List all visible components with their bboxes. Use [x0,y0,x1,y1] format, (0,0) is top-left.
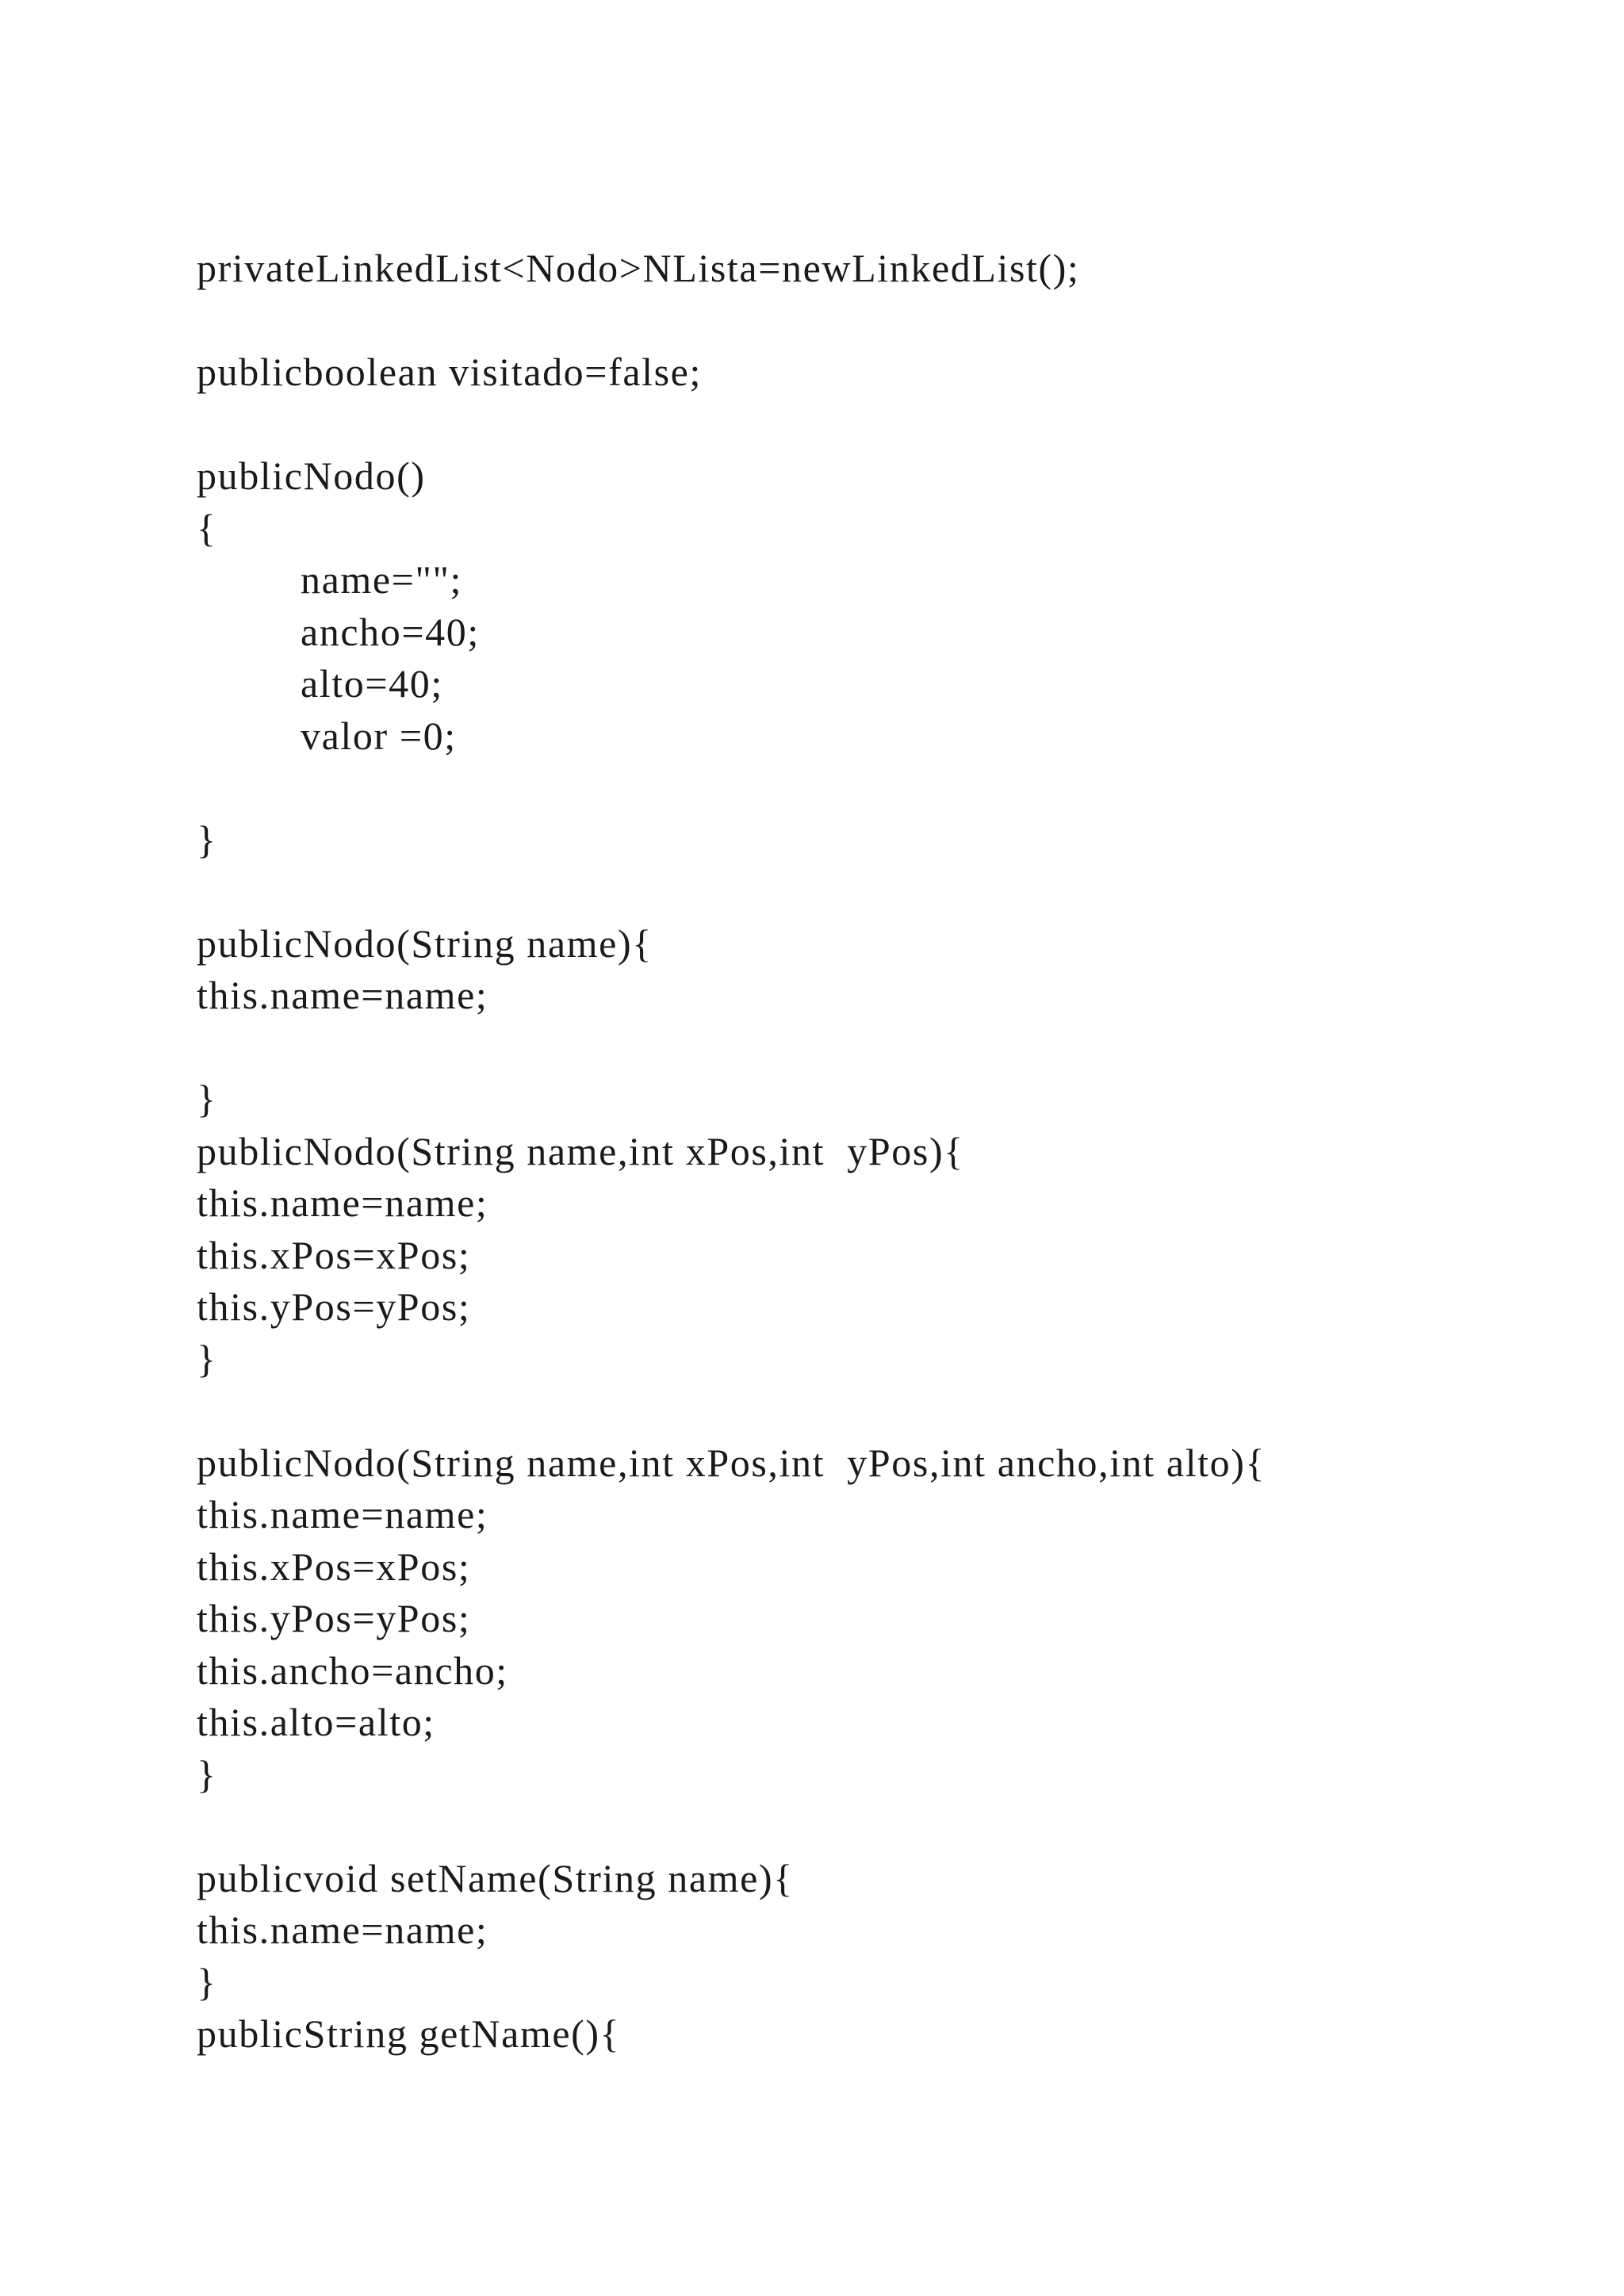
code-line: this.ancho=ancho; [197,1647,508,1693]
code-line: this.xPos=xPos; [197,1544,471,1589]
blank-line [197,1022,1266,1074]
code-line: publicvoid setName(String name){ [197,1855,794,1900]
blank-line [197,866,1266,918]
blank-line [197,762,1266,814]
code-line: } [197,1336,217,1381]
code-line: publicString getName(){ [197,2011,621,2056]
code-line: this.name=name; [197,1181,488,1225]
code-line: valor =0; [301,713,457,758]
code-line: publicNodo(String name,int xPos,int yPos){ [197,1128,964,1173]
code-line: ancho=40; [301,609,480,654]
code-line: name=""; [301,557,462,602]
code-line: { [197,505,217,550]
code-line: publicNodo(String name,int xPos,int yPos,int ancho,int alto){ [197,1440,1266,1485]
blank-line [197,295,1266,347]
code-line: this.yPos=yPos; [197,1284,471,1329]
code-line: alto=40; [301,661,443,706]
code-line: this.yPos=yPos; [197,1596,471,1640]
code-line: publicNodo(String name){ [197,920,653,966]
code-line: publicboolean visitado=false; [197,350,702,394]
code-listing [197,243,1266,2061]
code-line: } [197,1751,217,1797]
code-line: this.alto=alto; [197,1700,435,1744]
blank-line [197,1385,1266,1437]
code-line: } [197,1959,217,2004]
code-line: } [197,817,217,862]
code-line: this.name=name; [197,973,488,1017]
blank-line [197,399,1266,451]
code-line: } [197,1077,217,1121]
blank-line [197,1800,1266,1853]
code-line: this.xPos=xPos; [197,1232,471,1277]
code-line: this.name=name; [197,1492,488,1536]
code-line: privateLinkedList<Nodo>NLista=newLinkedList(); [197,246,1080,290]
code-line: this.name=name; [197,1908,488,1952]
code-line: publicNodo() [197,453,426,498]
